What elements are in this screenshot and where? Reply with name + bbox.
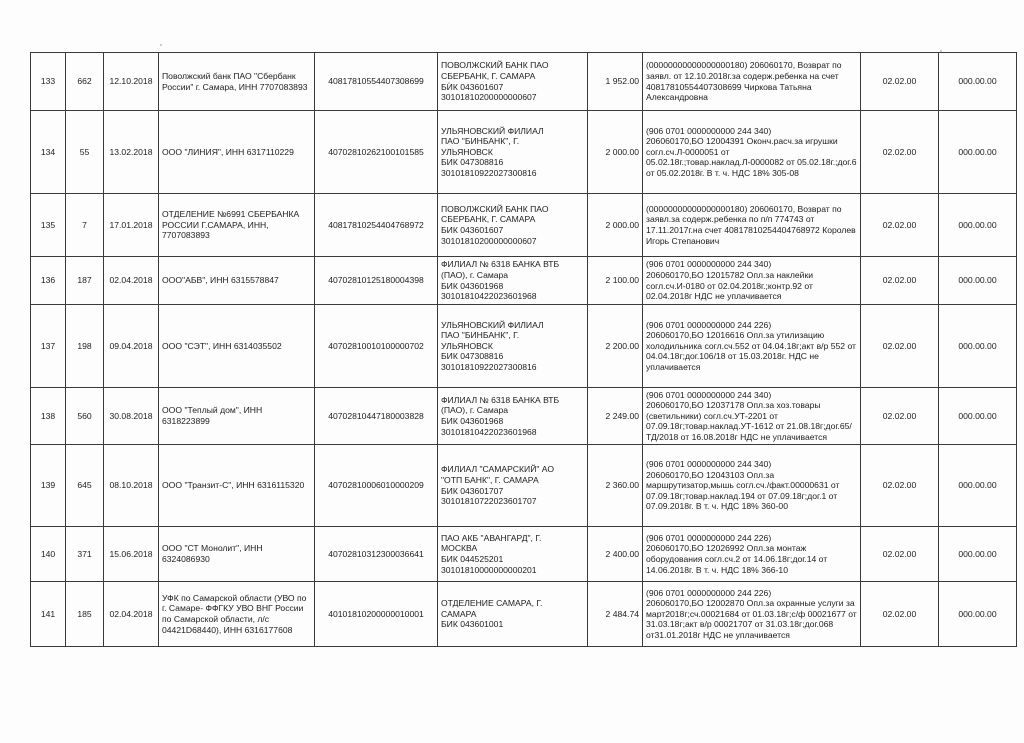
document-number-cell: 7	[66, 194, 104, 257]
payment-amount-cell: 2 360.00	[588, 445, 643, 527]
budget-code-cell: 02.02.00	[861, 111, 939, 194]
payment-amount-cell: 2 000.00	[588, 111, 643, 194]
payment-date-cell: 02.04.2018	[104, 257, 159, 305]
payment-purpose-cell: (906 0701 0000000000 244 340) 206060170,БО 12043103 Опл.за маршрутизатор,мышь согл.сч./факт.00000631 от 07.09.18г;товар.наклад.194 от 07.09.18г;дог.1 от 07.09.2018г. В т. ч. НДС 18% 360-00	[643, 445, 861, 527]
recipient-bank-cell: ФИЛИАЛ "САМАРСКИЙ" АО "ОТП БАНК", Г. САМАРА БИК 043601707 30101810722023601707	[438, 445, 588, 527]
document-number-cell: 371	[66, 527, 104, 582]
zero-code-cell: 000.00.00	[939, 53, 1017, 111]
recipient-bank-cell: ПАО АКБ "АВАНГАРД", Г. МОСКВА БИК 044525201 30101810000000000201	[438, 527, 588, 582]
payment-amount-cell: 2 249.00	[588, 388, 643, 445]
budget-code-cell: 02.02.00	[861, 582, 939, 647]
recipient-name-cell: ООО "СТ Монолит", ИНН 6324086930	[159, 527, 315, 582]
table-row	[31, 53, 1017, 111]
payment-purpose-cell: (906 0701 0000000000 244 226) 206060170,БО 12026992 Опл.за монтаж оборудования согл.сч.2 от 14.06.18г;дог.14 от 14.06.2018г. В т. ч. НДС 18% 366-10	[643, 527, 861, 582]
payment-amount-cell: 1 952.00	[588, 53, 643, 111]
payment-date-cell: 09.04.2018	[104, 305, 159, 388]
row-number-cell: 140	[31, 527, 66, 582]
recipient-name-cell: ООО "Транзит-С", ИНН 6316115320	[159, 445, 315, 527]
table-row	[31, 445, 1017, 527]
recipient-bank-cell: ОТДЕЛЕНИЕ САМАРА, Г. САМАРА БИК 043601001	[438, 582, 588, 647]
table-body	[31, 53, 1017, 647]
document-number-cell: 560	[66, 388, 104, 445]
document-number-cell: 185	[66, 582, 104, 647]
recipient-name-cell: ООО "ЛИНИЯ", ИНН 6317110229	[159, 111, 315, 194]
payment-date-cell: 12.10.2018	[104, 53, 159, 111]
zero-code-cell: 000.00.00	[939, 111, 1017, 194]
row-number-cell: 133	[31, 53, 66, 111]
recipient-account-cell: 40702810010100000702	[315, 305, 438, 388]
payment-purpose-cell: (906 0701 0000000000 244 340) 206060170,БО 12037178 Опл.за хоз.товары (светильники) согл.сч.УТ-2201 от 07.09.18г;товар.наклад.УТ-1612 от 21.08.18г;дог.65/ТД/2018 от 16.08.2018г НДС не уплачивается	[643, 388, 861, 445]
budget-code-cell: 02.02.00	[861, 257, 939, 305]
zero-code-cell: 000.00.00	[939, 445, 1017, 527]
document-number-cell: 662	[66, 53, 104, 111]
recipient-account-cell: 40101810200000010001	[315, 582, 438, 647]
row-number-cell: 139	[31, 445, 66, 527]
zero-code-cell: 000.00.00	[939, 194, 1017, 257]
budget-code-cell: 02.02.00	[861, 527, 939, 582]
payment-date-cell: 15.06.2018	[104, 527, 159, 582]
recipient-name-cell: УФК по Самарской области (УВО по г. Самаре- ФФГКУ УВО ВНГ России по Самарской области, л/с 04421D68440), ИНН 6316177608	[159, 582, 315, 647]
recipient-name-cell: ОТДЕЛЕНИЕ №6991 СБЕРБАНКА РОССИИ Г.САМАРА, ИНН, 7707083893	[159, 194, 315, 257]
table-row	[31, 527, 1017, 582]
table-row	[31, 582, 1017, 647]
budget-code-cell: 02.02.00	[861, 388, 939, 445]
payment-amount-cell: 2 000.00	[588, 194, 643, 257]
budget-code-cell: 02.02.00	[861, 305, 939, 388]
payment-purpose-cell: (00000000000000000180) 206060170, Возврат по заявл.за содерж.ребенка по п/п 774743 от 17.11.2017г.на счет 40817810254404768972 Королев Игорь Степанович	[643, 194, 861, 257]
recipient-account-cell: 40817810554407308699	[315, 53, 438, 111]
payment-purpose-cell: (906 0701 0000000000 244 226) 206060170,БО 12002870 Опл.за охранные услуги за март2018г;сч.00021684 от 01.03.18г;с/ф 00021677 от 31.03.18г;акт в/р 00021707 от 31.03.18г;дог.068 от31.01.2018г НДС не уплачивается	[643, 582, 861, 647]
row-number-cell: 134	[31, 111, 66, 194]
table-row	[31, 388, 1017, 445]
table-row	[31, 257, 1017, 305]
recipient-bank-cell: УЛЬЯНОВСКИЙ ФИЛИАЛ ПАО "БИНБАНК", Г. УЛЬЯНОВСК БИК 047308816 30101810922027300816	[438, 111, 588, 194]
row-number-cell: 135	[31, 194, 66, 257]
budget-code-cell: 02.02.00	[861, 445, 939, 527]
document-number-cell: 198	[66, 305, 104, 388]
recipient-account-cell: 40702810312300036641	[315, 527, 438, 582]
document-number-cell: 187	[66, 257, 104, 305]
payment-date-cell: 13.02.2018	[104, 111, 159, 194]
payment-purpose-cell: (00000000000000000180) 206060170, Возврат по заявл. от 12.10.2018г.за содерж.ребенка на счет 40817810554407308699 Чиркова Татьяна Александровна	[643, 53, 861, 111]
row-number-cell: 138	[31, 388, 66, 445]
zero-code-cell: 000.00.00	[939, 257, 1017, 305]
payment-date-cell: 08.10.2018	[104, 445, 159, 527]
recipient-bank-cell: ФИЛИАЛ № 6318 БАНКА ВТБ (ПАО), г. Самара БИК 043601968 30101810422023601968	[438, 388, 588, 445]
recipient-account-cell: 40702810262100101585	[315, 111, 438, 194]
payment-date-cell: 30.08.2018	[104, 388, 159, 445]
recipient-account-cell: 40817810254404768972	[315, 194, 438, 257]
recipient-name-cell: ООО "СЭТ", ИНН 6314035502	[159, 305, 315, 388]
recipient-account-cell: 40702810447180003828	[315, 388, 438, 445]
recipient-bank-cell: ПОВОЛЖСКИЙ БАНК ПАО СБЕРБАНК, Г. САМАРА БИК 043601607 30101810200000000607	[438, 53, 588, 111]
payment-register-table	[30, 52, 1017, 647]
zero-code-cell: 000.00.00	[939, 388, 1017, 445]
recipient-bank-cell: УЛЬЯНОВСКИЙ ФИЛИАЛ ПАО "БИНБАНК", Г. УЛЬЯНОВСК БИК 047308816 30101810922027300816	[438, 305, 588, 388]
document-number-cell: 645	[66, 445, 104, 527]
payment-amount-cell: 2 200.00	[588, 305, 643, 388]
recipient-account-cell: 40702810125180004398	[315, 257, 438, 305]
payment-purpose-cell: (906 0701 0000000000 244 340) 206060170,БО 12004391 Оконч.расч.за игрушки согл.сч.Л-0000051 от 05.02.18г.;товар.наклад.Л-0000082 от 05.02.18г.;дог.6 от 05.02.2018г. В т. ч. НДС 18% 305-08	[643, 111, 861, 194]
payment-amount-cell: 2 484.74	[588, 582, 643, 647]
payment-amount-cell: 2 400.00	[588, 527, 643, 582]
document-number-cell: 55	[66, 111, 104, 194]
recipient-name-cell: ООО "Теплый дом", ИНН 6318223899	[159, 388, 315, 445]
row-number-cell: 137	[31, 305, 66, 388]
budget-code-cell: 02.02.00	[861, 53, 939, 111]
payment-date-cell: 17.01.2018	[104, 194, 159, 257]
recipient-bank-cell: ПОВОЛЖСКИЙ БАНК ПАО СБЕРБАНК, Г. САМАРА БИК 043601607 30101810200000000607	[438, 194, 588, 257]
recipient-name-cell: Поволжский банк ПАО "Сбербанк России" г. Самара, ИНН 7707083893	[159, 53, 315, 111]
zero-code-cell: 000.00.00	[939, 305, 1017, 388]
table-row	[31, 111, 1017, 194]
payment-date-cell: 02.04.2018	[104, 582, 159, 647]
recipient-bank-cell: ФИЛИАЛ № 6318 БАНКА ВТБ (ПАО), г. Самара БИК 043601968 30101810422023601968	[438, 257, 588, 305]
scan-speck	[160, 44, 162, 46]
table-row	[31, 305, 1017, 388]
payment-amount-cell: 2 100.00	[588, 257, 643, 305]
row-number-cell: 141	[31, 582, 66, 647]
row-number-cell: 136	[31, 257, 66, 305]
budget-code-cell: 02.02.00	[861, 194, 939, 257]
zero-code-cell: 000.00.00	[939, 527, 1017, 582]
payment-purpose-cell: (906 0701 0000000000 244 226) 206060170,БО 12016616 Опл.за утилизацию холодильника согл.сч.552 от 04.04.18г;акт в/р 552 от 04.04.18г;дог.106/18 от 15.03.2018г. НДС не уплачивается	[643, 305, 861, 388]
recipient-account-cell: 40702810006010000209	[315, 445, 438, 527]
table-row	[31, 194, 1017, 257]
payment-purpose-cell: (906 0701 0000000000 244 340) 206060170,БО 12015782 Опл.за наклейки согл.сч.И-0180 от 02.04.2018г.;контр.92 от 02.04.2018г НДС не уплачивается	[643, 257, 861, 305]
recipient-name-cell: ООО"АБВ", ИНН 6315578847	[159, 257, 315, 305]
zero-code-cell: 000.00.00	[939, 582, 1017, 647]
